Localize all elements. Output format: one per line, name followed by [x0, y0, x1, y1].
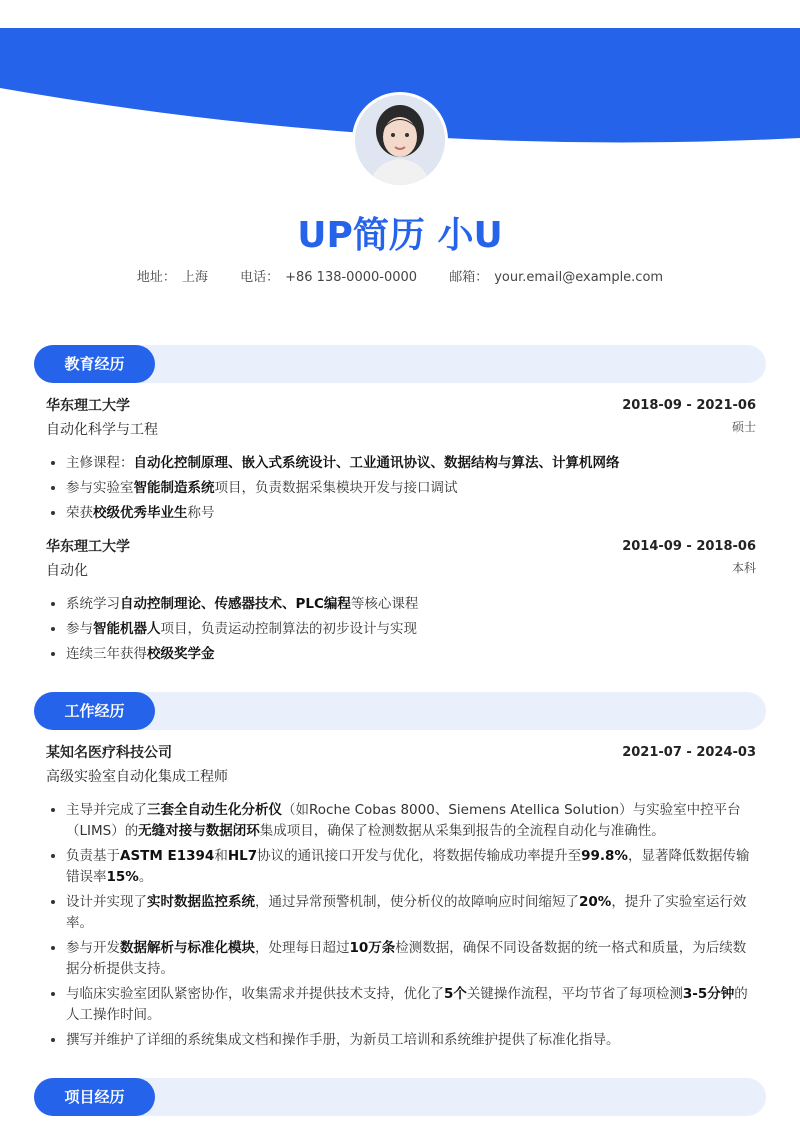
work-entry-1: [46, 741, 756, 789]
bullet-emphasis: 智能制造系统: [133, 480, 215, 496]
major: 自动化: [46, 563, 88, 579]
school-name: 华东理工大学: [46, 539, 130, 555]
bullet-item: • 与临床实验室团队紧密协作，收集需求并提供技术支持，优化了5个关键操作流程，平均节省了每项检测3-5分钟的人工操作时间。: [66, 984, 756, 1026]
candidate-name: UP简历 小U: [297, 215, 503, 256]
education-entry-1: [46, 394, 756, 442]
bullet-emphasis: 3-5分钟: [682, 986, 735, 1002]
bullet-item: • 撰写并维护了详细的系统集成文档和操作手册，为新员工培训和系统维护提供了标准化指导。: [66, 1030, 756, 1051]
education-bullets-2: [46, 592, 756, 667]
bullet-emphasis: 数据解析与标准化模块: [120, 940, 255, 956]
bullet-item: • 设计并实现了实时数据监控系统，通过异常预警机制，使分析仪的故障响应时间缩短了20%，提升了实验室运行效率。: [66, 892, 756, 934]
bullet-emphasis: 三套全自动生化分析仪: [147, 802, 282, 818]
bullet-emphasis: ASTM E1394: [120, 848, 215, 864]
section-title-education: 教育经历: [34, 345, 155, 383]
bullet-emphasis: 校级优秀毕业生: [93, 505, 188, 521]
school-name: 华东理工大学: [46, 398, 130, 414]
section-education-header: [34, 345, 766, 383]
contact-info: [0, 268, 800, 288]
bullet-item: • 参与实验室智能制造系统项目，负责数据采集模块开发与接口调试: [66, 476, 756, 501]
date-range: 2021-07 - 2024-03: [622, 745, 756, 760]
bullet-item: • 主修课程：自动化控制原理、嵌入式系统设计、工业通讯协议、数据结构与算法、计算机网络: [66, 451, 756, 476]
bullet-item: • 荣获校级优秀毕业生称号: [66, 501, 756, 526]
date-range: 2018-09 - 2021-06: [622, 398, 756, 413]
contact-phone: 电话： +86 138-0000-0000: [240, 270, 418, 285]
section-projects-header: [34, 1078, 766, 1116]
bullet-emphasis: 自动化控制原理、嵌入式系统设计、工业通讯协议、数据结构与算法、计算机网络: [133, 455, 620, 471]
bullet-item: • 连续三年获得校级奖学金: [66, 642, 756, 667]
section-work-header: [34, 692, 766, 730]
bullet-item: • 负责基于ASTM E1394和HL7协议的通讯接口开发与优化，将数据传输成功率提升至99.8%，显著降低数据传输错误率15%。: [66, 846, 756, 888]
bullet-emphasis: 实时数据监控系统: [147, 894, 255, 910]
bullet-emphasis: 校级奖学金: [147, 646, 215, 662]
education-entry-2: [46, 535, 756, 583]
bullet-item: • 参与智能机器人项目，负责运动控制算法的初步设计与实现: [66, 617, 756, 642]
bullet-emphasis: HL7: [227, 848, 258, 864]
contact-address: 地址： 上海: [136, 270, 208, 285]
avatar-photo: [355, 95, 445, 185]
job-title: 高级实验室自动化集成工程师: [46, 769, 228, 785]
degree: 本科: [731, 561, 756, 575]
bullet-item: • 主导并完成了三套全自动生化分析仪（如Roche Cobas 8000、Siemens Atellica Solution）与实验室中控平台（LIMS）的无缝对接与数据闭环集成项目，确保了检测数据从采集到报告的全流程自动化与准确性。: [66, 800, 756, 842]
contact-email: 邮箱： your.email@example.com: [449, 270, 664, 285]
bullet-emphasis: 20%: [579, 894, 612, 910]
bullet-emphasis: 99.8%: [581, 848, 628, 864]
avatar: [352, 92, 448, 188]
bullet-emphasis: 15%: [106, 869, 139, 885]
bullet-emphasis: 5个: [444, 986, 467, 1002]
major: 自动化科学与工程: [46, 422, 158, 438]
degree: 硕士: [731, 420, 756, 434]
date-range: 2014-09 - 2018-06: [622, 539, 756, 554]
bullet-item: • 系统学习自动控制理论、传感器技术、PLC编程等核心课程: [66, 592, 756, 617]
bullet-emphasis: 10万条: [349, 940, 396, 956]
education-bullets-1: [46, 451, 756, 526]
bullet-emphasis: 自动控制理论、传感器技术、PLC编程: [120, 596, 351, 612]
work-bullets-1: [46, 800, 756, 1055]
section-title-projects: 项目经历: [34, 1078, 155, 1116]
section-title-work: 工作经历: [34, 692, 155, 730]
bullet-emphasis: 无缝对接与数据闭环: [138, 823, 260, 839]
company-name: 某知名医疗科技公司: [46, 745, 172, 761]
bullet-emphasis: 智能机器人: [93, 621, 161, 637]
bullet-item: • 参与开发数据解析与标准化模块，处理每日超过10万条检测数据，确保不同设备数据的统一格式和质量，为后续数据分析提供支持。: [66, 938, 756, 980]
